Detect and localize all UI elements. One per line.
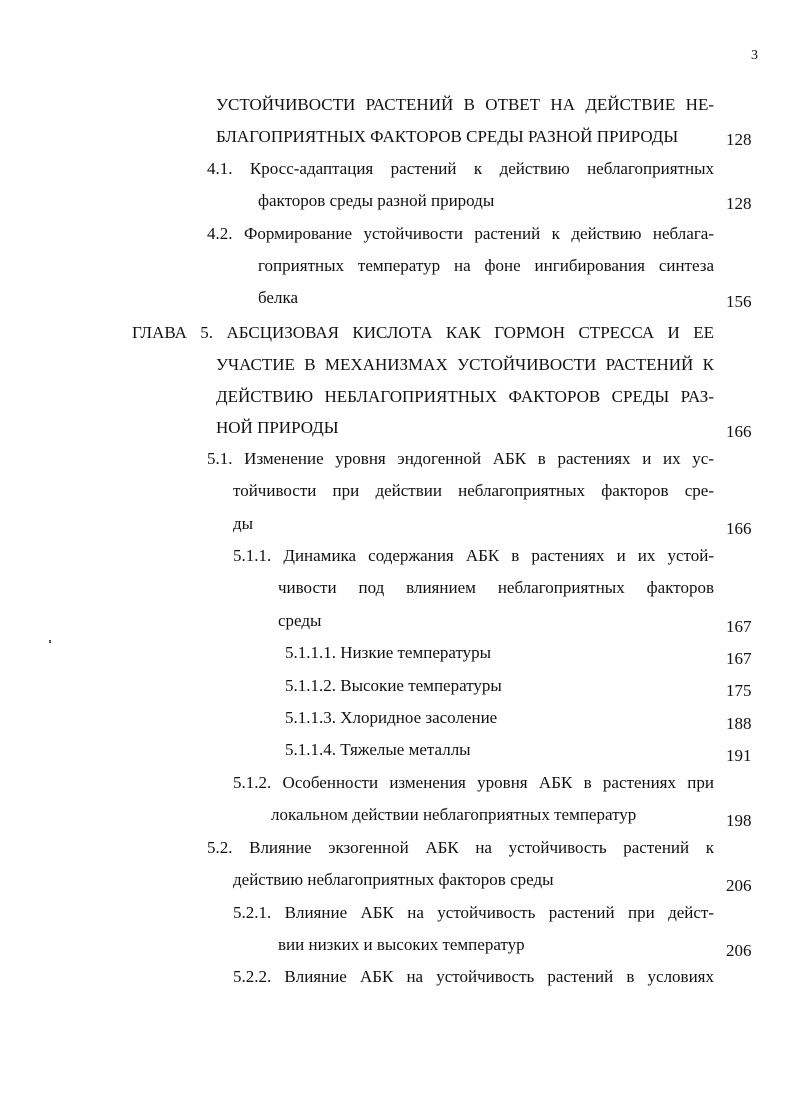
toc-line: 5.1.1.2. Высокие температуры [285, 676, 502, 695]
toc-line: гоприятных температур на фоне ингибирования синтеза [258, 256, 714, 275]
toc-page-ref: 128 [726, 130, 752, 149]
toc-page-ref: 156 [726, 292, 752, 311]
toc-line: 4.2. Формирование устойчивости растений к действию неблага- [207, 224, 714, 243]
toc-chapter-line: НОЙ ПРИРОДЫ [216, 418, 339, 437]
toc-page-ref: 206 [726, 876, 752, 895]
toc-line: 4.1. Кросс-адаптация растений к действию неблагоприятных [207, 159, 714, 178]
toc-chapter-line: УЧАСТИЕ В МЕХАНИЗМАХ УСТОЙЧИВОСТИ РАСТЕНИЙ К [216, 355, 714, 374]
toc-line: 5.1.1.3. Хлоридное засоление [285, 708, 498, 727]
toc-line: вии низких и высоких температур [278, 935, 525, 954]
toc-line: локальном действии неблагоприятных температур [271, 805, 637, 824]
scan-speck [49, 640, 51, 643]
page-number: 3 [751, 48, 758, 63]
toc-line: 5.1.2. Особенности изменения уровня АБК в растениях при [233, 773, 714, 792]
toc-page-ref: 167 [726, 617, 752, 636]
toc-line: 5.2. Влияние экзогенной АБК на устойчивость растений к [207, 838, 714, 857]
toc-line: 5.1.1. Динамика содержания АБК в растениях и их устой- [233, 546, 714, 565]
toc-line: среды [278, 611, 322, 630]
toc-line: факторов среды разной природы [258, 191, 495, 210]
toc-page-ref: 167 [726, 649, 752, 668]
toc-page-ref: 191 [726, 746, 752, 765]
toc-line: 5.2.1. Влияние АБК на устойчивость растений при дейст- [233, 903, 714, 922]
toc-line: чивости под влиянием неблагоприятных факторов [278, 578, 714, 597]
toc-line: белка [258, 288, 299, 307]
toc-line: 5.1.1.1. Низкие температуры [285, 643, 492, 662]
toc-chapter-line: ГЛАВА 5. АБСЦИЗОВАЯ КИСЛОТА КАК ГОРМОН СТРЕССА И ЕЕ [132, 323, 714, 342]
toc-page-ref: 128 [726, 194, 752, 213]
toc-line: 5.1.1.4. Тяжелые металлы [285, 740, 471, 759]
toc-line: УСТОЙЧИВОСТИ РАСТЕНИЙ В ОТВЕТ НА ДЕЙСТВИЕ НЕ- [216, 95, 714, 114]
toc-chapter-line: ДЕЙСТВИЮ НЕБЛАГОПРИЯТНЫХ ФАКТОРОВ СРЕДЫ РАЗ- [216, 387, 714, 406]
toc-page-ref: 166 [726, 519, 752, 538]
toc-line: тойчивости при действии неблагоприятных факторов сре- [233, 481, 714, 500]
toc-line: ды [233, 514, 254, 533]
toc-page-ref: 188 [726, 714, 752, 733]
toc-page-ref: 206 [726, 941, 752, 960]
toc-line: БЛАГОПРИЯТНЫХ ФАКТОРОВ СРЕДЫ РАЗНОЙ ПРИРОДЫ [216, 127, 679, 146]
toc-line: 5.2.2. Влияние АБК на устойчивость растений в условиях [233, 967, 714, 986]
toc-line: 5.1. Изменение уровня эндогенной АБК в растениях и их ус- [207, 449, 714, 468]
toc-line: действию неблагоприятных факторов среды [233, 870, 554, 889]
toc-page-ref: 166 [726, 422, 752, 441]
toc-page-ref: 175 [726, 681, 752, 700]
toc-page-ref: 198 [726, 811, 752, 830]
